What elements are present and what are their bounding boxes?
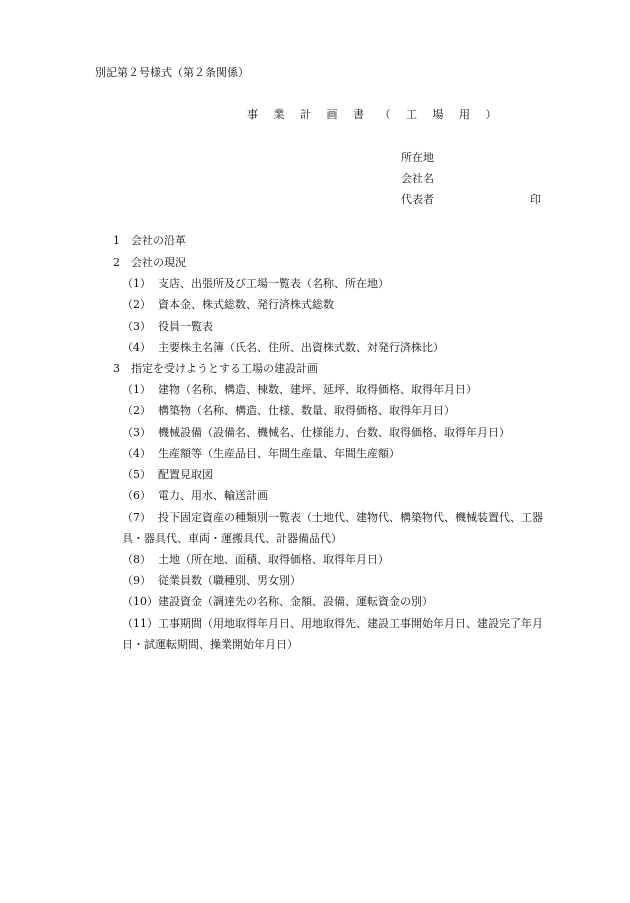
seal-mark: 印: [530, 193, 541, 206]
section-title: 会社の沿革: [131, 234, 186, 247]
section-number: 1: [113, 234, 120, 247]
item-text: 構築物（名称、構造、仕様、数量、取得価格、取得年月日）: [158, 404, 455, 417]
item-text: 建物（名称、構造、棟数、建坪、延坪、取得価格、取得年月日）: [158, 383, 477, 396]
item-number: （3）: [122, 426, 151, 439]
item-text: 工事期間（用地取得年月日、用地取得先、建設工事開始年月日、建設完了年月: [158, 617, 543, 630]
item-number: （4）: [122, 447, 151, 460]
item-number: （9）: [122, 574, 151, 587]
item-text: 配置見取図: [158, 468, 213, 481]
company-name-label: 会社名: [401, 172, 434, 185]
item-number: （4）: [122, 341, 151, 354]
item-text: 生産額等（生産品目、年間生産量、年間生産額）: [158, 447, 400, 460]
item-number: （2）: [122, 404, 151, 417]
document-title: 事 業 計 画 書 （ 工 場 用 ）: [247, 108, 503, 121]
item-number: （5）: [122, 468, 151, 481]
form-label: 別記第２号様式（第２条関係）: [95, 66, 249, 79]
item-number: （10）: [122, 595, 158, 608]
address-label: 所在地: [401, 151, 434, 164]
section-title: 会社の現況: [131, 256, 186, 269]
item-text-continuation: 具・器具代、車両・運搬具代、計器備品代）: [122, 532, 342, 545]
item-text: 土地（所在地、面積、取得価格、取得年月日）: [158, 553, 389, 566]
representative-label: 代表者: [401, 193, 434, 206]
item-number: （1）: [122, 383, 151, 396]
item-text: 建設資金（調達先の名称、金額、設備、運転資金の別）: [158, 595, 433, 608]
item-number: （7）: [122, 511, 151, 524]
item-text: 機械設備（設備名、機械名、仕様能力、台数、取得価格、取得年月日）: [158, 426, 510, 439]
item-text: 資本金、株式総数、発行済株式総数: [158, 298, 334, 311]
item-text: 支店、出張所及び工場一覧表（名称、所在地）: [158, 277, 389, 290]
section-number: 2: [113, 256, 120, 269]
item-text-continuation: 日・試運転期間、操業開始年月日）: [122, 638, 298, 651]
item-number: （2）: [122, 298, 151, 311]
section-title: 指定を受けようとする工場の建設計画: [131, 362, 318, 375]
item-text: 従業員数（職種別、男女別）: [158, 574, 301, 587]
item-number: （6）: [122, 489, 151, 502]
item-text: 投下固定資産の種類別一覧表（土地代、建物代、構築物代、機械装置代、工器: [158, 511, 543, 524]
item-number: （3）: [122, 320, 151, 333]
item-number: （1）: [122, 277, 151, 290]
item-number: （8）: [122, 553, 151, 566]
item-number: （11）: [122, 617, 158, 630]
item-text: 主要株主名簿（氏名、住所、出資株式数、対発行済株比）: [158, 341, 444, 354]
item-text: 役員一覧表: [158, 320, 213, 333]
item-text: 電力、用水、輸送計画: [158, 489, 268, 502]
section-number: 3: [113, 362, 120, 375]
